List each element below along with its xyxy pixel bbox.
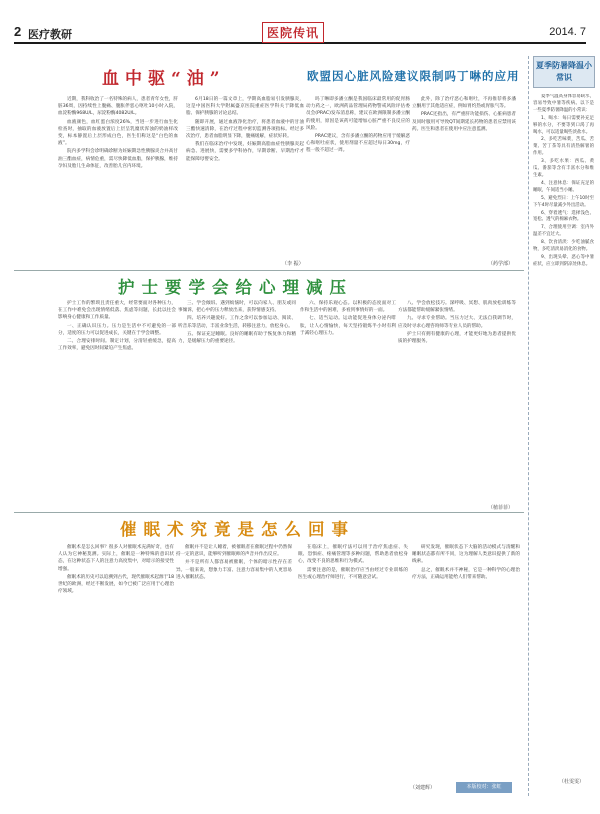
article-title-blood-oil: 血中驱“油”: [102, 69, 226, 89]
paragraph: 9、出现头晕、恶心等中暑症状，应立即到阴凉处休息。: [533, 254, 594, 267]
newspaper-logo: 医院传讯: [262, 22, 324, 43]
proofreader-stamp: 本版校对：张虹: [456, 782, 512, 793]
divider: [14, 270, 524, 271]
article-author: （李 振）: [282, 261, 304, 267]
paragraph: 此外，除了治疗恶心和呕吐，不再推荐将多潘立酮用于其他适应症，例如胃灼热或胃胀气等。: [412, 97, 516, 110]
page-header: [14, 22, 586, 44]
paragraph: PRAC还指出，有严重肝功能损伤、心脏病患者及同时服用可导致QT间期延长药物的患者应禁用该药。医生和患者在使用中应注意监测。: [412, 112, 516, 132]
article-body-hypnosis-col2: [176, 544, 292, 784]
article-body-hypnosis-col4: [412, 544, 520, 784]
paragraph: 三、学会倾诉。遇到烦恼时，可以向家人、朋友或同事倾诉，把心中的压力释放出来，获得情感支持。: [178, 301, 296, 314]
paragraph: 催眠术的历史可以追溯到古代，现代催眠术起源于18世纪的欧洲，经过不断发展，如今已被广泛应用于心理治疗领域。: [58, 574, 174, 595]
paragraph: 并不是所有人都容易被催眠，个体的暗示性存在差异。一般来说，想象力丰富、注意力容易集中的人更容易进入催眠状态。: [176, 560, 292, 580]
article-body-blood-oil-col1: [58, 96, 178, 266]
article-body-domperidone-col1: [306, 96, 410, 266]
article-body-nurse-col2: [178, 300, 296, 510]
article-body-nurse-col1: [58, 300, 176, 510]
issue-date: 2014. 7: [549, 26, 586, 38]
paragraph: 近期，我科收治了一名特殊的病人，患者青年女性，肝脏36周，因持续性上腹痛、腹胀伴恶心呕吐10小时入院，血淀粉酶968U/L，尿淀粉酶4082U/L。: [58, 97, 178, 117]
article-body-nurse-col3: [300, 300, 396, 510]
paragraph: 六、保持乐观心态。以积极的态度面对工作和生活中的困难，多看到事情好的一面。: [300, 301, 396, 314]
paragraph: 我们在临床治疗中发现，妊娠期高脂血症性胰腺炎起病急、进展快，需要多学科协作，早期诊断、早期治疗才能保障母婴安全。: [186, 142, 304, 162]
paragraph: 夏季气温高身体容易缺水，容易导致中暑等疾病。以下是一些夏季防暑降温的小常识：: [533, 94, 594, 113]
article-body-blood-oil-col2: [186, 96, 304, 266]
paragraph: 催眠并不是让人睡着，被催眠者在催眠过程中仍然保持一定的意识，能够听到催眠师的声音并作出反应。: [176, 545, 292, 558]
paragraph: 1、喝水：每日需要补充足够的水分，不要等到口渴了再喝水，可以适量喝些淡盐水。: [533, 115, 594, 135]
paragraph: 研究发现，催眠状态下大脑的活动模式与清醒和睡眠状态都有所不同，这为理解人类意识提供了新的线索。: [412, 545, 520, 565]
paragraph: 4、注意休息：保证充足的睡眠，午间适当小睡。: [533, 180, 594, 193]
article-author: （药学部）: [488, 261, 514, 267]
paragraph: 6、穿着透气：选择浅色、宽松、透气的棉麻衣物。: [533, 210, 594, 223]
paragraph: 院内多学科会诊明确诊断为妊娠期急性胰腺炎合并高甘油三酯血症，病情危重，需尽快降低血脂，保护胰腺，维持孕妇及胎儿生命体征，改善胎儿宫内环境。: [58, 149, 178, 169]
paragraph: 血液颜色，血红蛋白浓度26%，当进一步进行血生化检查时，抽取的血液放置后上层呈乳糜状浑浊的奶油样改变，标本静置后上层形成白色，医生们称这是“白色的血液”。: [58, 119, 178, 147]
paragraph: 二、合理安排时间。制定计划，分清轻重缓急，提高工作效率，避免因时间紧迫产生焦虑。: [58, 339, 176, 352]
paragraph: 8、饮食清淡：少吃油腻食物，多吃清淡易消化的食物。: [533, 240, 594, 253]
article-body-nurse-col4: [398, 300, 516, 510]
paragraph: 一、正确认识压力。压力是生活中不可避免的一部分，适度的压力可以促进成长，关键在于学会调整。: [58, 323, 176, 336]
article-title-hypnosis: 催眠术究竟是怎么回事: [120, 520, 355, 539]
article-title-nurse-stress: 护士要学会给心理减压: [118, 278, 353, 297]
section-name: 医疗教研: [28, 28, 72, 41]
paragraph: 八、学会放松技巧。深呼吸、冥想、肌肉放松训练等方法都能帮助缓解紧张情绪。: [398, 301, 516, 314]
article-author: （植菲菲）: [488, 505, 514, 511]
paragraph: 6月18日的一篇文章上，学期高血脂易引发胰腺炎，这是中国医科大学附属盛京医院重症医学科关于降低血脂、保护胰腺的讨论总结。: [186, 97, 304, 117]
article-title-domperidone: 欧盟因心脏风险建议限制吗丁啉的应用: [307, 69, 520, 83]
page-number: 2: [14, 24, 22, 39]
paragraph: 九、寻求专业帮助。当压力过大、无法自我调节时，应及时寻求心理咨询师等专业人员的帮助。: [398, 316, 516, 329]
paragraph: 在临床上，催眠疗法可以用于治疗焦虑症、失眠、恐惧症、疼痛管理等多种问题，帮助患者放松身心，改变不良的思维和行为模式。: [298, 545, 408, 565]
sidebar-title: 夏季防暑降温小常识: [533, 56, 595, 88]
paragraph: 7、合理使用空调：室内外温差不宜过大。: [533, 225, 594, 238]
divider: [14, 512, 524, 513]
paragraph: 3、多吃水果：西瓜、黄瓜、番茄等含有丰富水分和维生素。: [533, 159, 594, 178]
paragraph: 四、培养兴趣爱好。工作之余可以参加运动、阅读、听音乐等活动，丰富业余生活，转移注意力，放松身心。: [178, 316, 296, 329]
article-author: （刘建辉）: [410, 785, 436, 791]
paragraph: 2、多吃苦味菜，苦瓜、苦菜、苦丁茶等具有清热解暑的作用。: [533, 137, 594, 157]
paragraph: 五、保证充足睡眠。良好的睡眠有助于恢复体力和精力，是缓解压力的重要途径。: [178, 331, 296, 345]
paragraph: 护士工作的繁琐且责任重大，经常要面对各种压力，在工作中难免会出现情绪低落、焦虑等问题，长此以往会影响身心健康和工作质量。: [58, 301, 176, 321]
paragraph: 催眠术是怎么回事？很多人对催眠术充满好奇，也有人认为它神秘莫测。实际上，催眠是一种特殊的意识状态，在这种状态下人的注意力高度集中，对暗示的接受性增强。: [58, 545, 174, 572]
paragraph: 随即开展，通过血液净化治疗，将患者血液中的甘油三酯快速清除，在治疗过程中密切监测各项指标。经过多次治疗，患者血脂明显下降，腹痛缓解，症状好转。: [186, 119, 304, 140]
sidebar-author: （杜雯雯）: [559, 779, 585, 785]
article-body-hypnosis-col1: [58, 544, 174, 784]
paragraph: 吗丁啉即多潘立酮是我国临床最常用的促胃肠动力药之一，欧洲药品管理局药物警戒风险评估委员会(PRAC)发布消息称，建议在欧洲限制多潘立酮的使用，原因是该药可能增加心脏严重不良反应的风险。: [306, 97, 410, 131]
sidebar-text: [533, 94, 594, 794]
article-body-domperidone-col2: [412, 96, 516, 266]
paragraph: 需要注意的是，催眠治疗应当由经过专业训练的医生或心理治疗师进行，不可随意尝试。: [298, 567, 408, 580]
sidebar: [528, 56, 594, 796]
paragraph: 总之，催眠术并不神秘，它是一种科学的心理治疗方法，正确运用能给人们带来帮助。: [412, 567, 520, 580]
paragraph: PRAC建议，含有多潘立酮的药物应用于缓解恶心和呕吐症状，使用剂量不应超过每日30mg，疗程一般不超过一周。: [306, 134, 410, 154]
paragraph: 护士只有拥有健康的心理，才能更好地为患者提供优质的护理服务。: [398, 331, 516, 345]
paragraph: 5、避免烈日：上午10时至下午4时尽量减少外出活动。: [533, 195, 594, 208]
article-body-hypnosis-col3: [298, 544, 408, 784]
paragraph: 七、适当运动。运动能促进身体分泌内啡肽，让人心情愉快，每天坚持锻炼半小时有利于减轻心理压力。: [300, 316, 396, 336]
